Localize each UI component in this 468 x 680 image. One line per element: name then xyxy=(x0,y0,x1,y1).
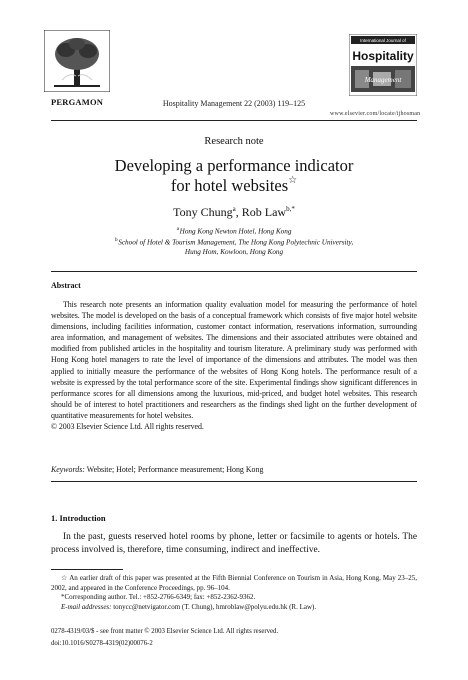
doi-link[interactable]: doi:10.1016/S0278-4319(02)00076-2 xyxy=(51,640,153,647)
footnotes xyxy=(51,574,417,612)
abstract-top-divider xyxy=(51,271,417,272)
abstract-body xyxy=(51,299,417,432)
journal-citation: Hospitality Management 22 (2003) 119–125 xyxy=(162,99,306,108)
journal-logo-line2: Hospitality xyxy=(352,49,414,63)
abstract-copyright: © 2003 Elsevier Science Ltd. All rights reserved. xyxy=(51,422,204,432)
article-type: Research note xyxy=(204,136,264,147)
footnote-emails xyxy=(51,603,417,613)
author-2: Rob Law xyxy=(241,205,287,219)
author-1-affiliation-mark: a xyxy=(232,205,236,213)
header-divider xyxy=(51,120,417,121)
abstract-text: This research note presents an information quality evaluation model for measuring the performance of hotel websites. The model is developed on the basis of a conceptual framework which consists of five major hotel website dimensions, including facilities information, customer contact information, reservations information, surrounding area information, and management of websites. The dimensions and their associated attributes were obtained and modified from published articles in the hospitality and tourism literature. A preliminary study was performed with Hong Kong hotel managers to rate the level of importance of the dimensions and attributes. The model was then applied to initially measure the performance of the websites of Hong Kong hotels. The performance result of a website is expressed by the total performance score of the site. Experimental findings show significant differences in performance scores for all dimensions among the luxurious, mid-priced, and budget hotel websites. This research should be of interest to hotel practitioners and researchers as the findings shed light on the further development of quantitative measurements for hotel websites. xyxy=(51,300,417,420)
author-separator: , xyxy=(235,205,242,219)
journal-url[interactable]: www.elsevier.com/locate/ijhosman xyxy=(330,111,421,117)
article-title-text: for hotel websites xyxy=(170,176,289,195)
journal-cover-logo-icon xyxy=(349,34,417,96)
author-2-affiliation-mark: b,* xyxy=(286,205,295,213)
front-matter-copyright: 0278-4319/03/$ - see front matter © 2003 Elsevier Science Ltd. All rights reserved. xyxy=(51,628,279,635)
keywords-values: Website; Hotel; Performance measurement; Hong Kong xyxy=(86,465,264,474)
article-title-line1: Developing a performance indicator xyxy=(114,156,354,175)
email-label: E-mail addresses: xyxy=(61,602,112,611)
section-heading: 1. Introduction xyxy=(51,513,106,523)
journal-logo-line3: Management xyxy=(364,76,402,84)
affiliation-b-text: School of Hotel & Tourism Management, The Hong Kong Polytechnic University, xyxy=(118,238,354,247)
keywords-label: Keywords: xyxy=(51,465,85,474)
author-1: Tony Chung xyxy=(173,205,233,219)
publisher-name: PERGAMON xyxy=(51,97,104,107)
author-list xyxy=(0,205,468,220)
introduction-paragraph: In the past, guests reserved hotel rooms by phone, letter or facsimile to agents or hotels. The process involved is, therefore, time consuming, indirect and ineffective. xyxy=(51,532,417,555)
affiliation-b-mark: b xyxy=(114,237,118,243)
affiliation-a xyxy=(0,226,468,235)
publisher-tree-logo-icon xyxy=(44,30,110,92)
article-title-line2 xyxy=(0,175,468,196)
affiliation-b-line2: Hung Hom, Kowloon, Hong Kong xyxy=(184,248,284,256)
title-footnote-star-icon[interactable]: ☆ xyxy=(288,175,298,186)
journal-logo-line1: International Journal of xyxy=(360,38,406,43)
affiliation-b xyxy=(0,237,468,246)
affiliation-a-mark: a xyxy=(176,226,180,232)
affiliation-a-text: Hong Kong Newton Hotel, Hong Kong xyxy=(179,227,292,236)
footnote-star: ☆ An earlier draft of this paper was presented at the Fifth Biennial Conference on Tourism in Asia, Hong Kong, May 23–25, 2002, and appeared in the Conference Proceedings, pp. 96–104. xyxy=(51,574,417,592)
abstract-heading: Abstract xyxy=(51,281,81,290)
keywords xyxy=(51,465,263,474)
footnote-divider xyxy=(51,569,123,570)
footnote-corresponding: *Corresponding author. Tel.: +852-2766-6349; fax: +852-2362-9362. xyxy=(61,593,256,602)
abstract-bottom-divider xyxy=(51,481,417,482)
email-values[interactable]: tonycc@netvigator.com (T. Chung), hmroblaw@polyu.edu.hk (R. Law). xyxy=(113,602,317,611)
